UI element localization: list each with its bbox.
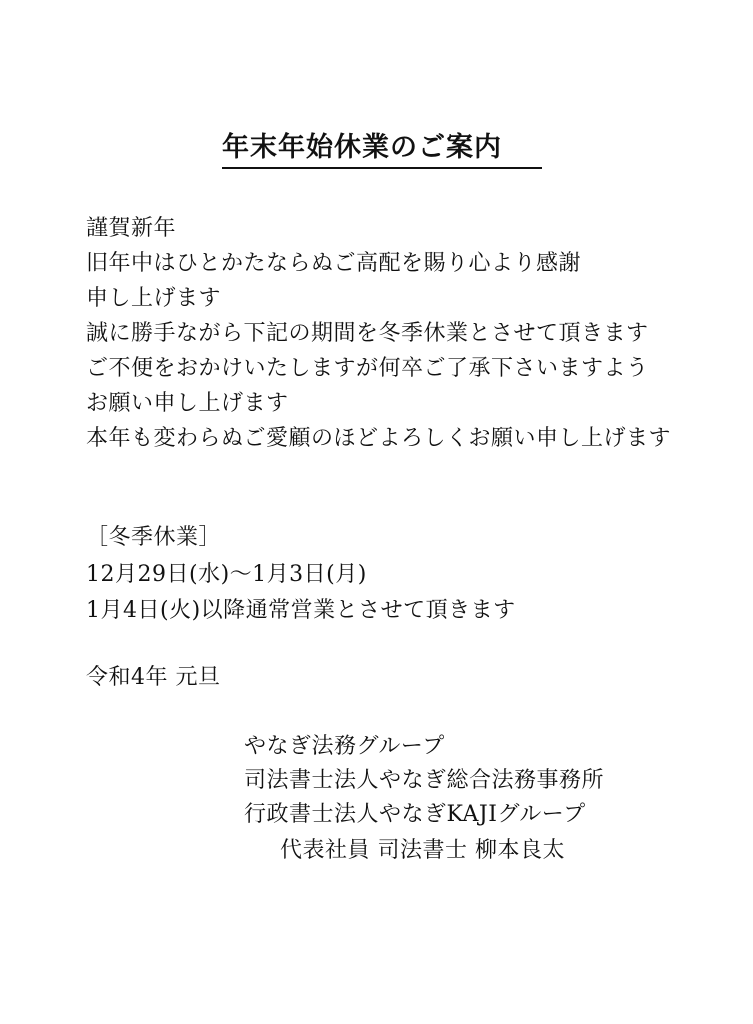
organization-line: 行政書士法人やなぎKAJIグループ bbox=[244, 802, 586, 827]
organization-line: やなぎ法務グループ bbox=[244, 734, 445, 759]
greeting-line: お願い申し上げます bbox=[86, 391, 289, 416]
closure-resume-note: 1月4日(火)以降通常営業とさせて頂きます bbox=[86, 598, 516, 623]
greeting-line: ご不便をおかけいたしますが何卒ご了承下さいますよう bbox=[86, 356, 649, 381]
closure-dates: 12月29日(水)～1月3日(月) bbox=[86, 562, 367, 587]
notice-title: 年末年始休業のご案内 bbox=[222, 130, 542, 169]
greeting-line: 謹賀新年 bbox=[86, 216, 177, 241]
closure-heading: ［冬季休業］ bbox=[86, 525, 222, 550]
organization-line: 司法書士法人やなぎ総合法務事務所 bbox=[244, 768, 605, 793]
greeting-line: 本年も変わらぬご愛顧のほどよろしくお願い申し上げます bbox=[86, 426, 672, 451]
representative-line: 代表社員 司法書士 柳本良太 bbox=[280, 838, 565, 863]
notice-date: 令和4年 元旦 bbox=[86, 665, 221, 690]
greeting-line: 旧年中はひとかたならぬご高配を賜り心より感謝 bbox=[86, 251, 582, 276]
greeting-line: 申し上げます bbox=[86, 286, 222, 311]
greeting-line: 誠に勝手ながら下記の期間を冬季休業とさせて頂きます bbox=[86, 321, 649, 346]
